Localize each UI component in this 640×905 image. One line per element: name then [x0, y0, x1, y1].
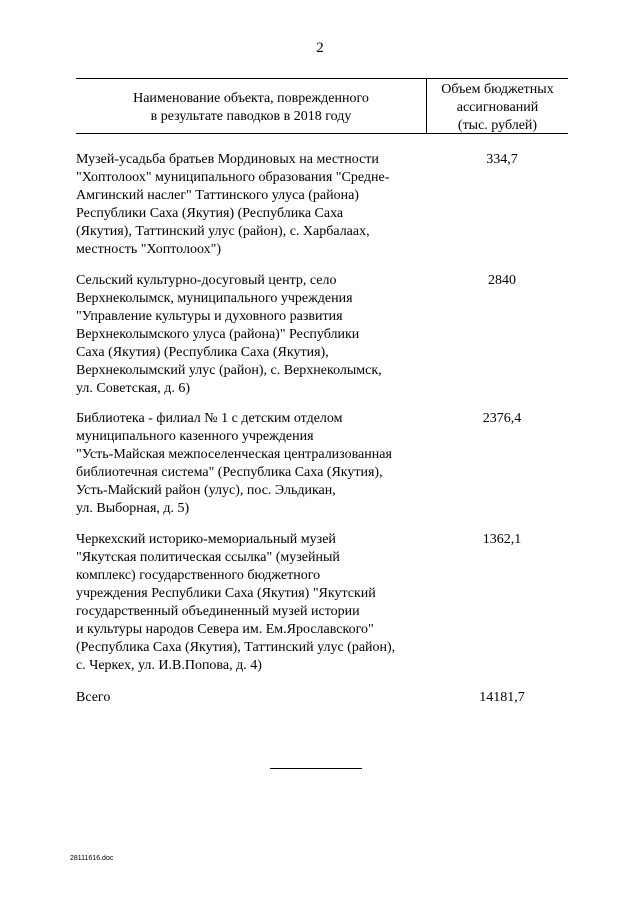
- object-name-line: с. Черкех, ул. И.В.Попова, д. 4): [76, 658, 262, 673]
- total-value: 14181,7: [479, 690, 525, 705]
- object-name-line: "Хоптолоох" муниципального образования "Средне-: [76, 170, 390, 185]
- object-name-line: комплекс) государственного бюджетного: [76, 568, 321, 583]
- object-name-line: "Усть-Майская межпоселенческая централизованная: [76, 447, 392, 462]
- page-number: 2: [316, 40, 324, 56]
- table-row: [76, 272, 568, 398]
- object-name-line: (Якутия), Таттинский улус (район), с. Харбалаах,: [76, 224, 370, 239]
- header-budget-line: (тыс. рублей): [457, 118, 538, 133]
- header-budget-line: Объем бюджетных: [441, 82, 554, 97]
- object-name-line: Верхнеколымский улус (район), с. Верхнеколымск,: [76, 363, 382, 378]
- object-name: [76, 531, 426, 675]
- object-name-line: учреждения Республики Саха (Якутия) "Якутский: [76, 586, 376, 601]
- table-row: [76, 410, 568, 518]
- end-separator: [270, 768, 362, 769]
- table-row: [76, 151, 568, 259]
- object-name: [76, 151, 426, 259]
- header-name-line: Наименование объекта, поврежденного: [133, 91, 369, 106]
- document-filename: 28111616.doc: [70, 855, 114, 862]
- object-name-line: "Якутская политическая ссылка" (музейный: [76, 550, 340, 565]
- object-name-line: Верхнеколымск, муниципального учреждения: [76, 291, 353, 306]
- object-name-line: государственный объединенный музей истории: [76, 604, 360, 619]
- object-name-line: и культуры народов Севера им. Ем.Ярославского": [76, 622, 374, 637]
- object-name-line: библиотечная система" (Республика Саха (Якутия),: [76, 465, 383, 480]
- object-name-line: Амгинский наслег" Таттинского улуса (района): [76, 188, 359, 203]
- object-name-line: Черкехский историко-мемориальный музей: [76, 532, 336, 547]
- object-name-line: Усть-Майский район (улус), пос. Эльдикан,: [76, 483, 336, 498]
- object-name-line: Музей-усадьба братьев Мординовых на местности: [76, 152, 379, 167]
- total-label: Всего: [76, 690, 111, 705]
- table-header: [76, 79, 568, 134]
- table-row: [76, 531, 568, 675]
- object-name-line: Республики Саха (Якутия) (Республика Саха: [76, 206, 344, 221]
- header-budget-line: ассигнований: [456, 100, 539, 115]
- object-name: [76, 410, 426, 518]
- object-name-line: местность "Хоптолоох"): [76, 242, 222, 257]
- object-name-line: Библиотека - филиал № 1 с детским отделом: [76, 411, 343, 426]
- budget-value: 1362,1: [482, 532, 522, 547]
- object-name-line: "Управление культуры и духовного развития: [76, 309, 343, 324]
- object-name-line: Сельский культурно-досуговый центр, село: [76, 273, 337, 288]
- object-name-line: Саха (Якутия) (Республика Саха (Якутия),: [76, 345, 329, 360]
- header-name-line: в результате паводков в 2018 году: [150, 109, 352, 124]
- object-name-line: ул. Советская, д. 6): [76, 381, 190, 396]
- budget-value: 2840: [488, 273, 516, 288]
- header-object-name: [76, 79, 426, 133]
- object-name-line: (Республика Саха (Якутия), Таттинский улус (район),: [76, 640, 396, 655]
- header-budget: [426, 79, 568, 133]
- object-name-line: ул. Выборная, д. 5): [76, 501, 190, 516]
- budget-value: 334,7: [486, 152, 518, 167]
- total-row: [76, 689, 568, 707]
- object-name: [76, 272, 426, 398]
- object-name-line: муниципального казенного учреждения: [76, 429, 314, 444]
- budget-table: [76, 78, 568, 134]
- budget-value: 2376,4: [482, 411, 522, 426]
- object-name-line: Верхнеколымского улуса (района)" Республики: [76, 327, 360, 342]
